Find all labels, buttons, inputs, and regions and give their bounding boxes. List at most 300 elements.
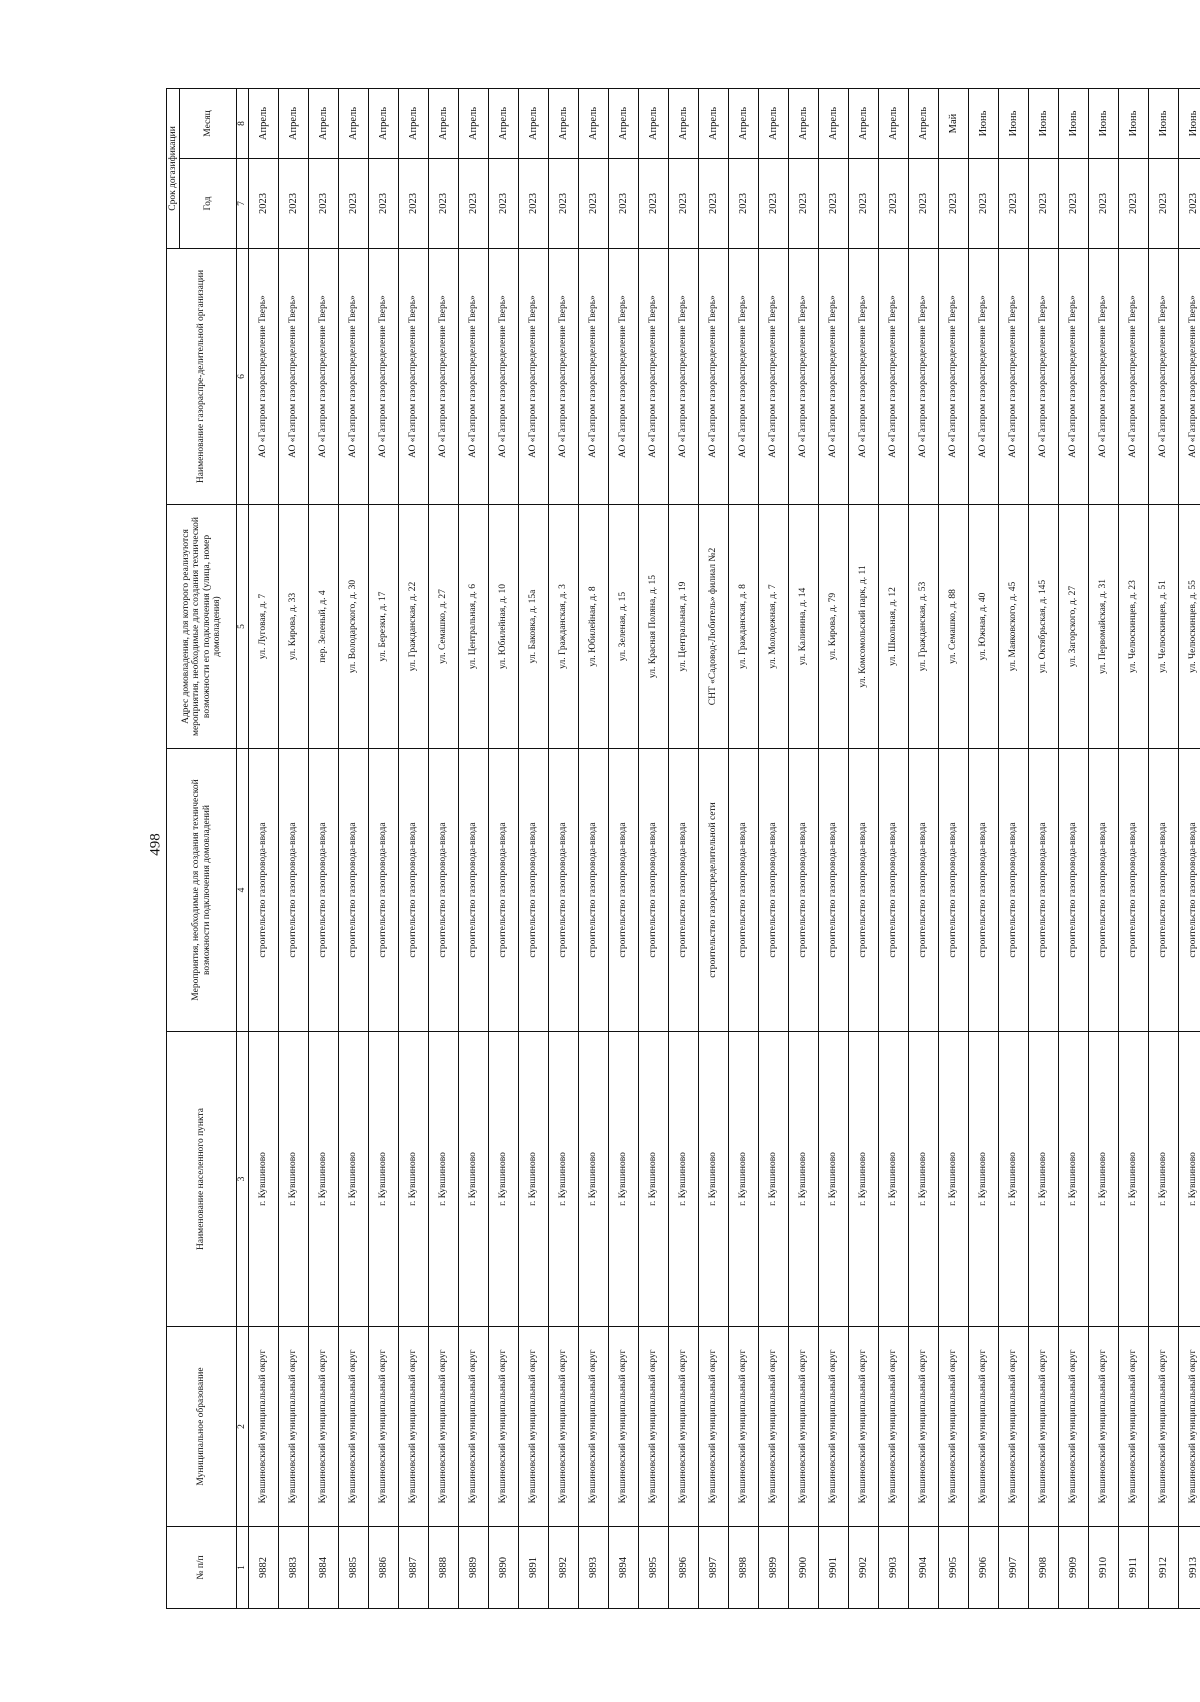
settlement-cell: г. Кувшиново	[1149, 1032, 1179, 1327]
row-number: 9913	[1179, 1527, 1200, 1609]
municipality-cell: Кувшиновский муниципальный округ	[549, 1327, 579, 1527]
row-number: 9894	[609, 1527, 639, 1609]
year-cell: 2023	[549, 159, 579, 249]
settlement-cell: г. Кувшиново	[369, 1032, 399, 1327]
address-cell: ул. Баковка, д. 15а	[519, 505, 549, 749]
row-number: 9902	[849, 1527, 879, 1609]
year-cell: 2023	[279, 159, 309, 249]
measure-cell: строительство газопровода-ввода	[969, 749, 999, 1032]
table-row	[729, 88, 759, 1608]
organization-cell: АО «Газпром газораспределение Тверь»	[249, 249, 279, 505]
header-measures: Мероприятия, необходимые для создания технической возможности подключения домовладений	[167, 749, 237, 1032]
year-cell: 2023	[1029, 159, 1059, 249]
municipality-cell: Кувшиновский муниципальный округ	[879, 1327, 909, 1527]
row-number: 9898	[729, 1527, 759, 1609]
column-number: 1	[237, 1527, 249, 1609]
table-row	[369, 88, 399, 1608]
organization-cell: АО «Газпром газораспределение Тверь»	[339, 249, 369, 505]
organization-cell: АО «Газпром газораспределение Тверь»	[399, 249, 429, 505]
address-cell: пер. Зеленый, д. 4	[309, 505, 339, 749]
municipality-cell: Кувшиновский муниципальный округ	[1089, 1327, 1119, 1527]
row-number: 9891	[519, 1527, 549, 1609]
month-cell: Апрель	[849, 88, 879, 158]
municipality-cell: Кувшиновский муниципальный округ	[309, 1327, 339, 1527]
row-number: 9887	[399, 1527, 429, 1609]
municipality-cell: Кувшиновский муниципальный округ	[639, 1327, 669, 1527]
settlement-cell: г. Кувшиново	[999, 1032, 1029, 1327]
table-row	[279, 88, 309, 1608]
table-row	[639, 88, 669, 1608]
address-cell: ул. Загорского, д. 27	[1059, 505, 1089, 749]
month-cell: Апрель	[309, 88, 339, 158]
rotated-page-content	[166, 89, 1200, 1609]
organization-cell: АО «Газпром газораспределение Тверь»	[369, 249, 399, 505]
measure-cell: строительство газопровода-ввода	[1119, 749, 1149, 1032]
municipality-cell: Кувшиновский муниципальный округ	[399, 1327, 429, 1527]
page-number: 498	[147, 833, 164, 856]
organization-cell: АО «Газпром газораспределение Тверь»	[279, 249, 309, 505]
row-number: 9904	[909, 1527, 939, 1609]
month-cell: Апрель	[699, 88, 729, 158]
month-cell: Апрель	[759, 88, 789, 158]
year-cell: 2023	[969, 159, 999, 249]
organization-cell: АО «Газпром газораспределение Тверь»	[1059, 249, 1089, 505]
municipality-cell: Кувшиновский муниципальный округ	[1029, 1327, 1059, 1527]
gasification-table	[166, 88, 1200, 1609]
organization-cell: АО «Газпром газораспределение Тверь»	[579, 249, 609, 505]
measure-cell: строительство газопровода-ввода	[1149, 749, 1179, 1032]
month-cell: Июнь	[999, 88, 1029, 158]
municipality-cell: Кувшиновский муниципальный округ	[1059, 1327, 1089, 1527]
address-cell: ул. Октябрьская, д. 145	[1029, 505, 1059, 749]
month-cell: Апрель	[429, 88, 459, 158]
municipality-cell: Кувшиновский муниципальный округ	[1179, 1327, 1200, 1527]
table-row	[1149, 88, 1179, 1608]
month-cell: Май	[939, 88, 969, 158]
measure-cell: строительство газопровода-ввода	[939, 749, 969, 1032]
row-number: 9882	[249, 1527, 279, 1609]
header-deadline: Срок догазификации	[167, 88, 180, 248]
table-row	[879, 88, 909, 1608]
table-row	[1179, 88, 1200, 1608]
month-cell: Апрель	[489, 88, 519, 158]
year-cell: 2023	[249, 159, 279, 249]
row-number: 9909	[1059, 1527, 1089, 1609]
column-number: 8	[237, 88, 249, 158]
settlement-cell: г. Кувшиново	[879, 1032, 909, 1327]
month-cell: Апрель	[909, 88, 939, 158]
table-row	[939, 88, 969, 1608]
row-number: 9899	[759, 1527, 789, 1609]
row-number: 9885	[339, 1527, 369, 1609]
year-cell: 2023	[759, 159, 789, 249]
address-cell: СНТ «Садовод-Любитель» филиал №2	[699, 505, 729, 749]
measure-cell: строительство газораспределительной сети	[699, 749, 729, 1032]
row-number: 9883	[279, 1527, 309, 1609]
address-cell: ул. Кирова, д. 79	[819, 505, 849, 749]
year-cell: 2023	[309, 159, 339, 249]
year-cell: 2023	[999, 159, 1029, 249]
measure-cell: строительство газопровода-ввода	[279, 749, 309, 1032]
table-row	[759, 88, 789, 1608]
address-cell: ул. Комсомольский парк, д. 11	[849, 505, 879, 749]
table-row	[969, 88, 999, 1608]
year-cell: 2023	[1059, 159, 1089, 249]
settlement-cell: г. Кувшиново	[339, 1032, 369, 1327]
measure-cell: строительство газопровода-ввода	[1029, 749, 1059, 1032]
row-number: 9889	[459, 1527, 489, 1609]
month-cell: Апрель	[579, 88, 609, 158]
year-cell: 2023	[699, 159, 729, 249]
settlement-cell: г. Кувшиново	[519, 1032, 549, 1327]
month-cell: Апрель	[639, 88, 669, 158]
year-cell: 2023	[519, 159, 549, 249]
year-cell: 2023	[579, 159, 609, 249]
header-settlement: Наименование населенного пункта	[167, 1032, 237, 1327]
address-cell: ул. Школьная, д. 12	[879, 505, 909, 749]
table-row	[519, 88, 549, 1608]
settlement-cell: г. Кувшиново	[1029, 1032, 1059, 1327]
row-number: 9905	[939, 1527, 969, 1609]
header-address: Адрес домовладения, для которого реализуются мероприятия, необходимые для создания технической возможности его подключения (улица, номер домовладения)	[167, 505, 237, 749]
measure-cell: строительство газопровода-ввода	[1059, 749, 1089, 1032]
year-cell: 2023	[939, 159, 969, 249]
measure-cell: строительство газопровода-ввода	[489, 749, 519, 1032]
settlement-cell: г. Кувшиново	[1089, 1032, 1119, 1327]
table-row	[909, 88, 939, 1608]
address-cell: ул. Центральная, д. 19	[669, 505, 699, 749]
table-row	[819, 88, 849, 1608]
organization-cell: АО «Газпром газораспределение Тверь»	[519, 249, 549, 505]
organization-cell: АО «Газпром газораспределение Тверь»	[549, 249, 579, 505]
settlement-cell: г. Кувшиново	[549, 1032, 579, 1327]
address-cell: ул. Кирова, д. 33	[279, 505, 309, 749]
measure-cell: строительство газопровода-ввода	[339, 749, 369, 1032]
row-number: 9893	[579, 1527, 609, 1609]
organization-cell: АО «Газпром газораспределение Тверь»	[459, 249, 489, 505]
column-number: 4	[237, 749, 249, 1032]
header-num: № п/п	[167, 1527, 237, 1609]
measure-cell: строительство газопровода-ввода	[789, 749, 819, 1032]
municipality-cell: Кувшиновский муниципальный округ	[459, 1327, 489, 1527]
address-cell: ул. Центральная, д. 6	[459, 505, 489, 749]
year-cell: 2023	[489, 159, 519, 249]
municipality-cell: Кувшиновский муниципальный округ	[1149, 1327, 1179, 1527]
year-cell: 2023	[609, 159, 639, 249]
year-cell: 2023	[849, 159, 879, 249]
measure-cell: строительство газопровода-ввода	[609, 749, 639, 1032]
month-cell: Апрель	[789, 88, 819, 158]
organization-cell: АО «Газпром газораспределение Тверь»	[819, 249, 849, 505]
row-number: 9901	[819, 1527, 849, 1609]
settlement-cell: г. Кувшиново	[249, 1032, 279, 1327]
municipality-cell: Кувшиновский муниципальный округ	[249, 1327, 279, 1527]
month-cell: Апрель	[549, 88, 579, 158]
month-cell: Апрель	[729, 88, 759, 158]
municipality-cell: Кувшиновский муниципальный округ	[519, 1327, 549, 1527]
organization-cell: АО «Газпром газораспределение Тверь»	[789, 249, 819, 505]
organization-cell: АО «Газпром газораспределение Тверь»	[609, 249, 639, 505]
address-cell: ул. Зеленая, д. 15	[609, 505, 639, 749]
row-number: 9906	[969, 1527, 999, 1609]
settlement-cell: г. Кувшиново	[729, 1032, 759, 1327]
row-number: 9896	[669, 1527, 699, 1609]
settlement-cell: г. Кувшиново	[1059, 1032, 1089, 1327]
table-row	[579, 88, 609, 1608]
row-number: 9897	[699, 1527, 729, 1609]
measure-cell: строительство газопровода-ввода	[519, 749, 549, 1032]
municipality-cell: Кувшиновский муниципальный округ	[789, 1327, 819, 1527]
organization-cell: АО «Газпром газораспределение Тверь»	[1179, 249, 1200, 505]
month-cell: Июнь	[1089, 88, 1119, 158]
year-cell: 2023	[909, 159, 939, 249]
header-organization: Наименование газораспре-делительной организации	[167, 249, 237, 505]
settlement-cell: г. Кувшиново	[939, 1032, 969, 1327]
measure-cell: строительство газопровода-ввода	[999, 749, 1029, 1032]
settlement-cell: г. Кувшиново	[429, 1032, 459, 1327]
municipality-cell: Кувшиновский муниципальный округ	[969, 1327, 999, 1527]
organization-cell: АО «Газпром газораспределение Тверь»	[1149, 249, 1179, 505]
organization-cell: АО «Газпром газораспределение Тверь»	[879, 249, 909, 505]
month-cell: Июнь	[1029, 88, 1059, 158]
row-number: 9888	[429, 1527, 459, 1609]
settlement-cell: г. Кувшиново	[699, 1032, 729, 1327]
table-row	[1119, 88, 1149, 1608]
month-cell: Апрель	[339, 88, 369, 158]
measure-cell: строительство газопровода-ввода	[309, 749, 339, 1032]
column-number: 6	[237, 249, 249, 505]
measure-cell: строительство газопровода-ввода	[369, 749, 399, 1032]
header-year: Год	[180, 159, 237, 249]
table-row	[1089, 88, 1119, 1608]
month-cell: Апрель	[369, 88, 399, 158]
column-number: 5	[237, 505, 249, 749]
month-cell: Июнь	[969, 88, 999, 158]
organization-cell: АО «Газпром газораспределение Тверь»	[489, 249, 519, 505]
settlement-cell: г. Кувшиново	[759, 1032, 789, 1327]
settlement-cell: г. Кувшиново	[1179, 1032, 1200, 1327]
organization-cell: АО «Газпром газораспределение Тверь»	[849, 249, 879, 505]
month-cell: Июнь	[1179, 88, 1200, 158]
month-cell: Июнь	[1059, 88, 1089, 158]
column-number-row	[237, 88, 249, 1608]
measure-cell: строительство газопровода-ввода	[399, 749, 429, 1032]
address-cell: ул. Семашко, д. 27	[429, 505, 459, 749]
column-number: 2	[237, 1327, 249, 1527]
year-cell: 2023	[819, 159, 849, 249]
row-number: 9884	[309, 1527, 339, 1609]
table-row	[549, 88, 579, 1608]
organization-cell: АО «Газпром газораспределение Тверь»	[639, 249, 669, 505]
municipality-cell: Кувшиновский муниципальный округ	[909, 1327, 939, 1527]
table-row	[309, 88, 339, 1608]
column-number: 7	[237, 159, 249, 249]
settlement-cell: г. Кувшиново	[789, 1032, 819, 1327]
settlement-cell: г. Кувшиново	[1119, 1032, 1149, 1327]
municipality-cell: Кувшиновский муниципальный округ	[489, 1327, 519, 1527]
municipality-cell: Кувшиновский муниципальный округ	[699, 1327, 729, 1527]
measure-cell: строительство газопровода-ввода	[429, 749, 459, 1032]
municipality-cell: Кувшиновский муниципальный округ	[729, 1327, 759, 1527]
address-cell: ул. Березки, д. 17	[369, 505, 399, 749]
measure-cell: строительство газопровода-ввода	[909, 749, 939, 1032]
address-cell: ул. Юбилейная, д. 8	[579, 505, 609, 749]
address-cell: ул. Гражданская, д. 22	[399, 505, 429, 749]
year-cell: 2023	[399, 159, 429, 249]
year-cell: 2023	[789, 159, 819, 249]
table-row	[1029, 88, 1059, 1608]
measure-cell: строительство газопровода-ввода	[1089, 749, 1119, 1032]
measure-cell: строительство газопровода-ввода	[249, 749, 279, 1032]
municipality-cell: Кувшиновский муниципальный округ	[939, 1327, 969, 1527]
organization-cell: АО «Газпром газораспределение Тверь»	[669, 249, 699, 505]
table-row	[249, 88, 279, 1608]
settlement-cell: г. Кувшиново	[279, 1032, 309, 1327]
row-number: 9910	[1089, 1527, 1119, 1609]
organization-cell: АО «Газпром газораспределение Тверь»	[1029, 249, 1059, 505]
address-cell: ул. Челюскинцев, д. 51	[1149, 505, 1179, 749]
table-row	[999, 88, 1029, 1608]
row-number: 9908	[1029, 1527, 1059, 1609]
table-row	[339, 88, 369, 1608]
settlement-cell: г. Кувшиново	[639, 1032, 669, 1327]
address-cell: ул. Гражданская, д. 3	[549, 505, 579, 749]
month-cell: Апрель	[609, 88, 639, 158]
year-cell: 2023	[369, 159, 399, 249]
year-cell: 2023	[429, 159, 459, 249]
measure-cell: строительство газопровода-ввода	[1179, 749, 1200, 1032]
header-municipality: Муниципальное образование	[167, 1327, 237, 1527]
table-body	[237, 88, 1200, 1608]
table-header	[167, 88, 237, 1608]
measure-cell: строительство газопровода-ввода	[459, 749, 489, 1032]
row-number: 9903	[879, 1527, 909, 1609]
address-cell: ул. Молодежная, д. 7	[759, 505, 789, 749]
organization-cell: АО «Газпром газораспределение Тверь»	[969, 249, 999, 505]
municipality-cell: Кувшиновский муниципальный округ	[339, 1327, 369, 1527]
column-number: 3	[237, 1032, 249, 1327]
month-cell: Июнь	[1119, 88, 1149, 158]
municipality-cell: Кувшиновский муниципальный округ	[669, 1327, 699, 1527]
row-number: 9895	[639, 1527, 669, 1609]
settlement-cell: г. Кувшиново	[609, 1032, 639, 1327]
organization-cell: АО «Газпром газораспределение Тверь»	[939, 249, 969, 505]
row-number: 9890	[489, 1527, 519, 1609]
address-cell: ул. Семашко, д. 88	[939, 505, 969, 749]
municipality-cell: Кувшиновский муниципальный округ	[279, 1327, 309, 1527]
municipality-cell: Кувшиновский муниципальный округ	[369, 1327, 399, 1527]
settlement-cell: г. Кувшиново	[579, 1032, 609, 1327]
address-cell: ул. Маяковского, д. 45	[999, 505, 1029, 749]
month-cell: Апрель	[459, 88, 489, 158]
table-row	[789, 88, 819, 1608]
measure-cell: строительство газопровода-ввода	[669, 749, 699, 1032]
organization-cell: АО «Газпром газораспределение Тверь»	[909, 249, 939, 505]
row-number: 9907	[999, 1527, 1029, 1609]
settlement-cell: г. Кувшиново	[309, 1032, 339, 1327]
table-row	[1059, 88, 1089, 1608]
month-cell: Апрель	[669, 88, 699, 158]
row-number: 9900	[789, 1527, 819, 1609]
address-cell: ул. Первомайская, д. 31	[1089, 505, 1119, 749]
year-cell: 2023	[1089, 159, 1119, 249]
table-row	[399, 88, 429, 1608]
organization-cell: АО «Газпром газораспределение Тверь»	[759, 249, 789, 505]
measure-cell: строительство газопровода-ввода	[549, 749, 579, 1032]
measure-cell: строительство газопровода-ввода	[759, 749, 789, 1032]
municipality-cell: Кувшиновский муниципальный округ	[999, 1327, 1029, 1527]
settlement-cell: г. Кувшиново	[459, 1032, 489, 1327]
row-number: 9911	[1119, 1527, 1149, 1609]
measure-cell: строительство газопровода-ввода	[729, 749, 759, 1032]
measure-cell: строительство газопровода-ввода	[849, 749, 879, 1032]
organization-cell: АО «Газпром газораспределение Тверь»	[699, 249, 729, 505]
month-cell: Апрель	[879, 88, 909, 158]
month-cell: Апрель	[249, 88, 279, 158]
table-row	[849, 88, 879, 1608]
year-cell: 2023	[1179, 159, 1200, 249]
settlement-cell: г. Кувшиново	[489, 1032, 519, 1327]
settlement-cell: г. Кувшиново	[669, 1032, 699, 1327]
address-cell: ул. Калинина, д. 14	[789, 505, 819, 749]
table-row	[609, 88, 639, 1608]
year-cell: 2023	[339, 159, 369, 249]
measure-cell: строительство газопровода-ввода	[579, 749, 609, 1032]
settlement-cell: г. Кувшиново	[969, 1032, 999, 1327]
municipality-cell: Кувшиновский муниципальный округ	[819, 1327, 849, 1527]
header-month: Месяц	[180, 88, 237, 158]
row-number: 9912	[1149, 1527, 1179, 1609]
municipality-cell: Кувшиновский муниципальный округ	[429, 1327, 459, 1527]
organization-cell: АО «Газпром газораспределение Тверь»	[729, 249, 759, 505]
month-cell: Апрель	[519, 88, 549, 158]
row-number: 9886	[369, 1527, 399, 1609]
organization-cell: АО «Газпром газораспределение Тверь»	[1089, 249, 1119, 505]
organization-cell: АО «Газпром газораспределение Тверь»	[999, 249, 1029, 505]
municipality-cell: Кувшиновский муниципальный округ	[759, 1327, 789, 1527]
year-cell: 2023	[669, 159, 699, 249]
address-cell: ул. Южная, д. 40	[969, 505, 999, 749]
address-cell: ул. Луговая, д. 7	[249, 505, 279, 749]
organization-cell: АО «Газпром газораспределение Тверь»	[309, 249, 339, 505]
year-cell: 2023	[879, 159, 909, 249]
address-cell: ул. Челюскинцев, д. 55	[1179, 505, 1200, 749]
organization-cell: АО «Газпром газораспределение Тверь»	[1119, 249, 1149, 505]
address-cell: ул. Гражданская, д. 53	[909, 505, 939, 749]
settlement-cell: г. Кувшиново	[909, 1032, 939, 1327]
table-row	[429, 88, 459, 1608]
month-cell: Апрель	[279, 88, 309, 158]
address-cell: ул. Красная Поляна, д. 15	[639, 505, 669, 749]
year-cell: 2023	[459, 159, 489, 249]
month-cell: Апрель	[819, 88, 849, 158]
address-cell: ул. Гражданская, д. 8	[729, 505, 759, 749]
table-row	[699, 88, 729, 1608]
measure-cell: строительство газопровода-ввода	[819, 749, 849, 1032]
table-row	[489, 88, 519, 1608]
municipality-cell: Кувшиновский муниципальный округ	[1119, 1327, 1149, 1527]
address-cell: ул. Юбилейная, д. 10	[489, 505, 519, 749]
year-cell: 2023	[639, 159, 669, 249]
municipality-cell: Кувшиновский муниципальный округ	[579, 1327, 609, 1527]
municipality-cell: Кувшиновский муниципальный округ	[609, 1327, 639, 1527]
measure-cell: строительство газопровода-ввода	[639, 749, 669, 1032]
organization-cell: АО «Газпром газораспределение Тверь»	[429, 249, 459, 505]
settlement-cell: г. Кувшиново	[849, 1032, 879, 1327]
municipality-cell: Кувшиновский муниципальный округ	[849, 1327, 879, 1527]
address-cell: ул. Володарского, д. 30	[339, 505, 369, 749]
year-cell: 2023	[729, 159, 759, 249]
